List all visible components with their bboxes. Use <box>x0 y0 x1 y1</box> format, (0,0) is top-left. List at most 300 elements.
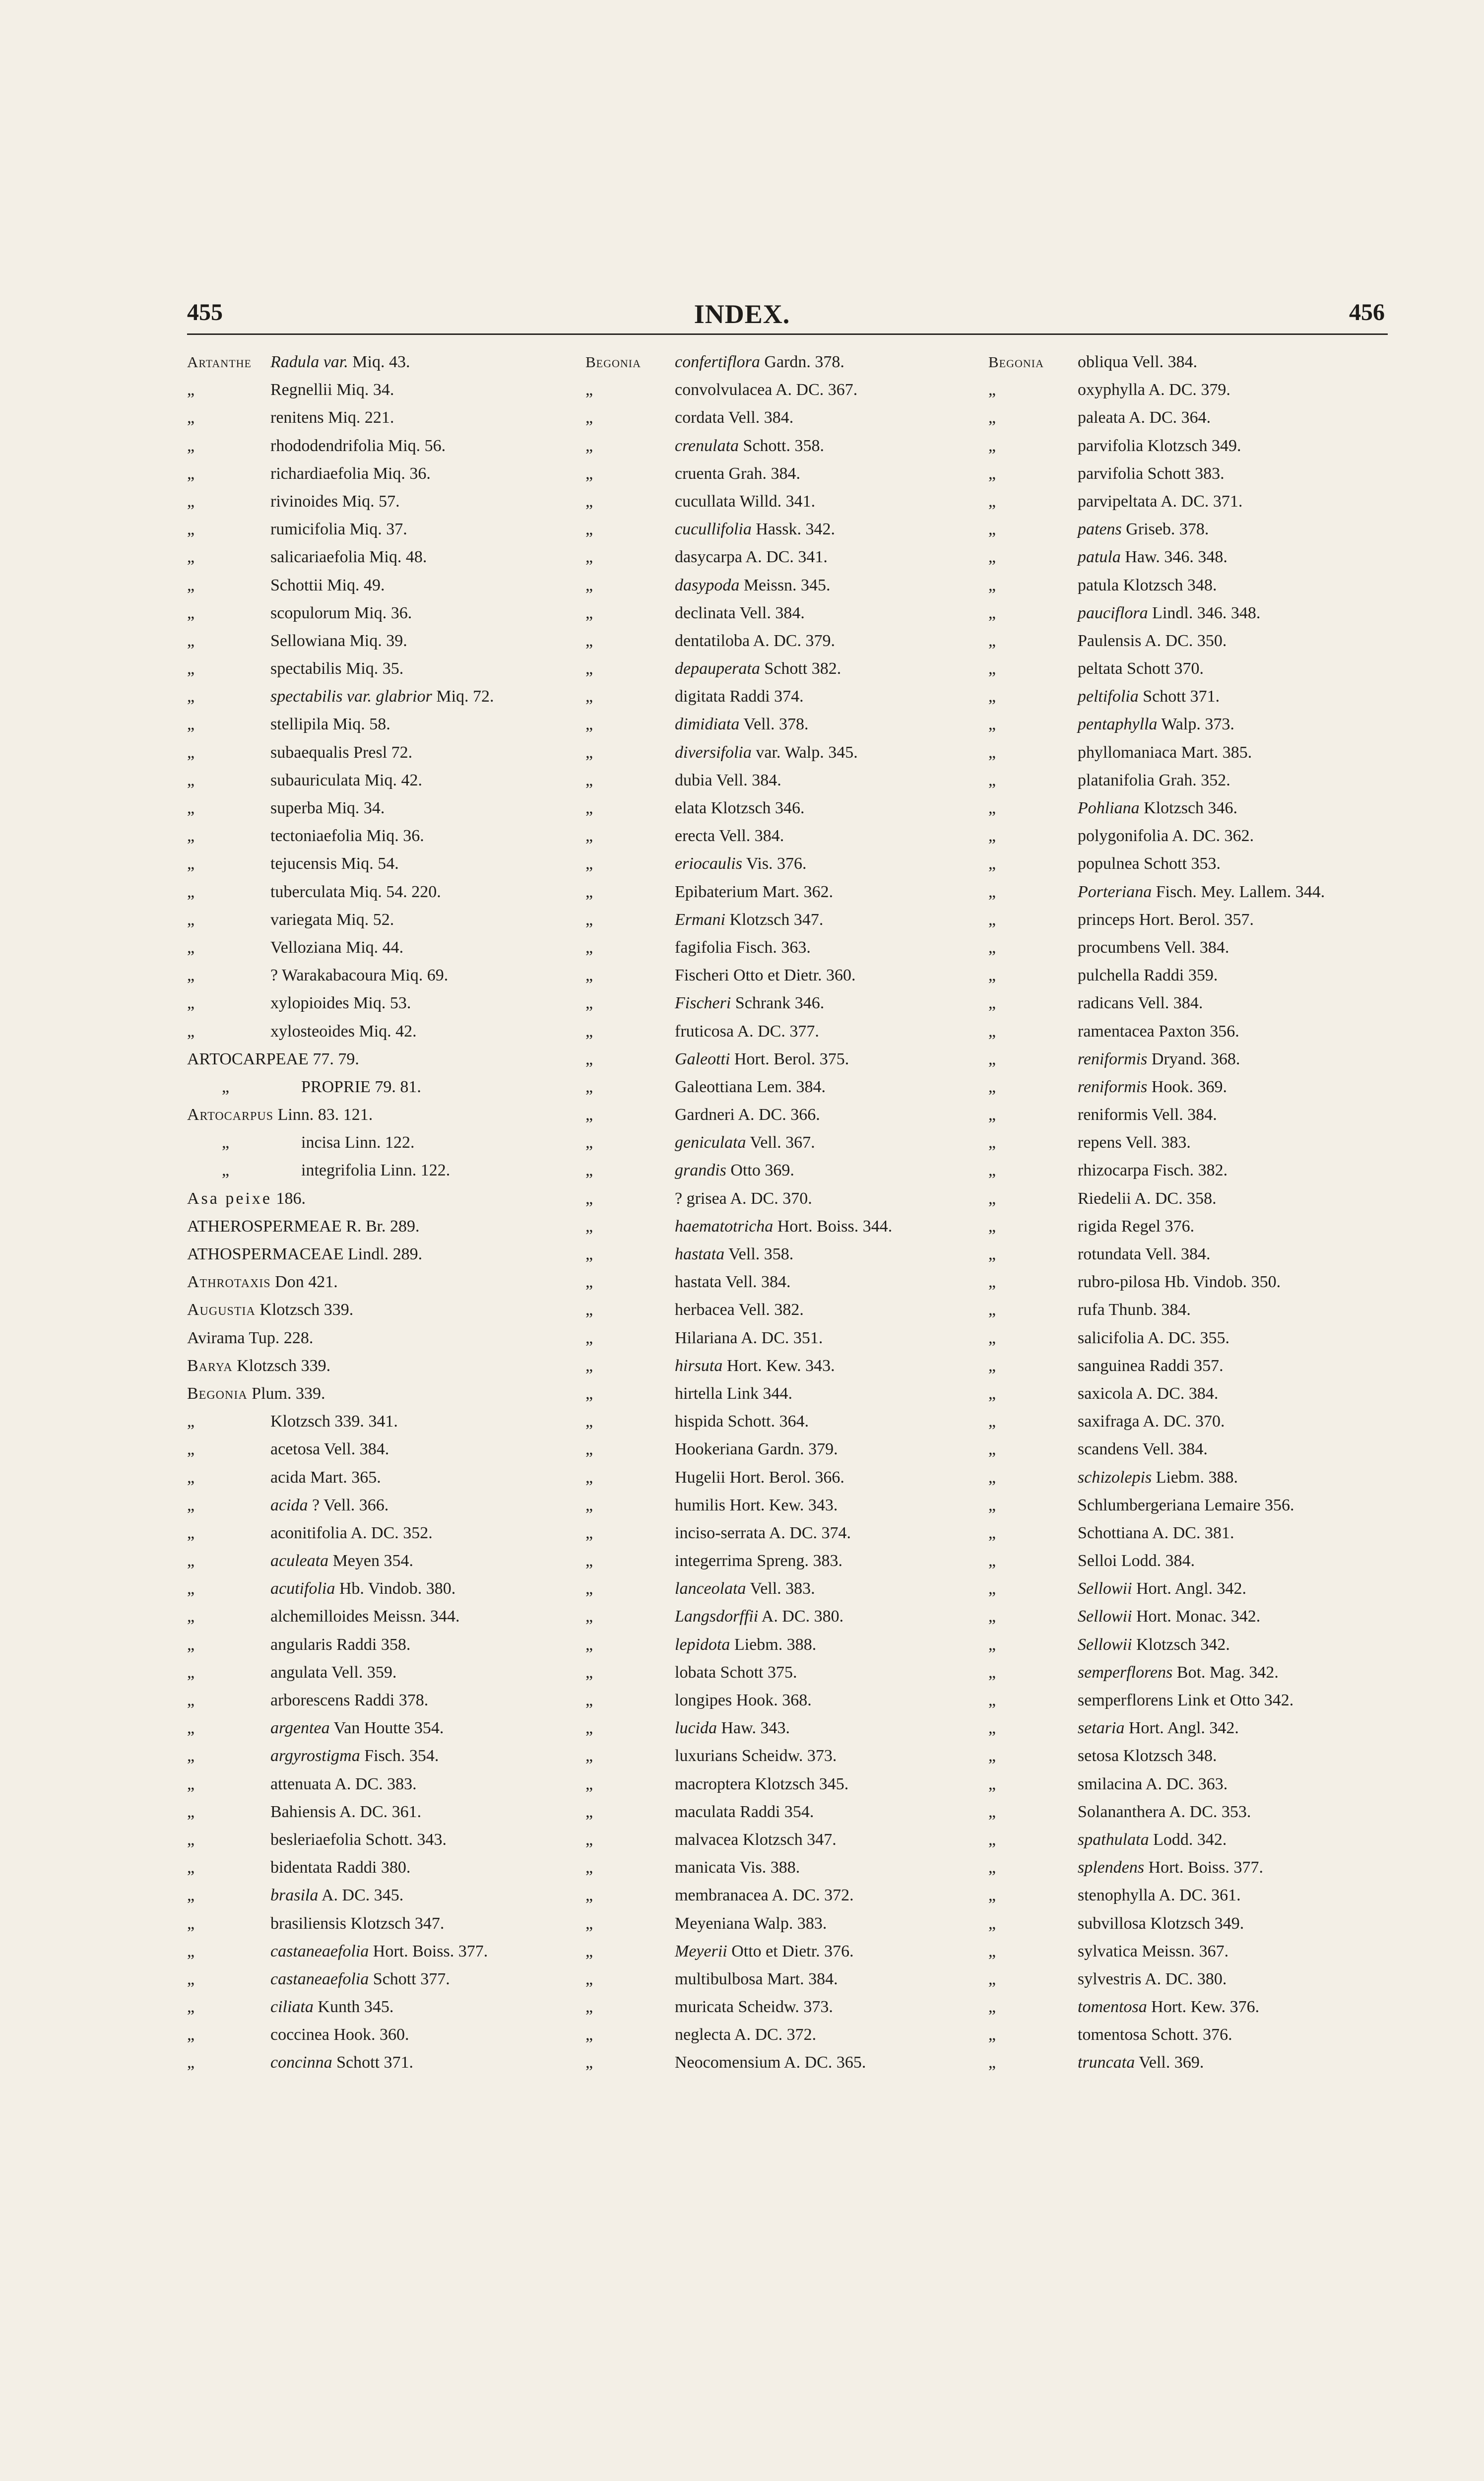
index-entry <box>988 1296 1435 1324</box>
entry-citation: Mart. 385. <box>1177 743 1252 762</box>
entry-genus-lead: „ <box>585 576 593 594</box>
index-entry <box>988 1129 1435 1157</box>
entry-genus-lead: „ <box>585 1942 593 1960</box>
entry-citation: Schott. 358. <box>739 436 824 455</box>
index-entry <box>988 850 1435 878</box>
entry-citation: Klotzsch 347. <box>738 1830 837 1849</box>
entry-name: elata <box>675 799 707 817</box>
entry-genus-lead: „ <box>988 1774 996 1793</box>
entry-name: Selloi <box>1078 1552 1117 1570</box>
entry-name: tomentosa <box>1078 1998 1147 2017</box>
entry-name: reniformis <box>1078 1077 1148 1096</box>
entry-citation: A. DC. 384. <box>1133 1384 1219 1403</box>
entry-citation: Miq. 36. <box>362 827 424 846</box>
entry-name: hastata <box>675 1245 725 1263</box>
index-entry <box>988 794 1435 822</box>
entry-citation: Hb. Vindob. 380. <box>335 1579 456 1598</box>
index-entry <box>187 1965 599 1993</box>
entry-name: radicans <box>1078 994 1134 1013</box>
entry-genus-lead: „ <box>585 994 593 1013</box>
entry-citation: Hort. Berol. 375. <box>730 1049 849 1068</box>
entry-name: Meyerii <box>675 1942 727 1960</box>
entry-genus-lead: „ <box>988 1830 996 1849</box>
entry-genus-lead: „ <box>585 1301 593 1319</box>
index-entry <box>585 376 982 404</box>
entry-genus-lead: „ <box>988 1301 996 1319</box>
entry-genus-lead: „ <box>988 436 996 455</box>
entry-genus-lead: „ <box>988 464 996 483</box>
entry-name: alchemilloides <box>270 1607 369 1626</box>
index-entry <box>988 1714 1435 1742</box>
entry-citation: ? Vell. 366. <box>308 1496 389 1514</box>
entry-name: acida <box>270 1496 308 1514</box>
index-entry <box>988 488 1435 516</box>
entry-name: Sellowii <box>1078 1635 1132 1654</box>
entry-genus-lead: „ <box>585 854 593 873</box>
entry-genus-lead: „ <box>585 381 593 399</box>
entry-name: reniformis <box>1078 1106 1148 1124</box>
entry-genus-lead: „ <box>988 1356 996 1375</box>
entry-genus-lead: „ <box>187 1969 195 1988</box>
entry-name: obliqua <box>1078 353 1128 371</box>
entry-citation: Schott 375. <box>716 1663 797 1682</box>
entry-genus-lead: „ <box>988 687 996 706</box>
entry-name: diversifolia <box>675 743 752 762</box>
entry-citation: Schott 353. <box>1139 854 1221 873</box>
entry-genus-lead: „ <box>988 799 996 817</box>
entry-name: Bahiensis <box>270 1802 336 1821</box>
entry-citation: Vell. 384. <box>1134 994 1203 1013</box>
entry-genus-lead: „ <box>187 1663 195 1682</box>
entry-name: hirtella <box>675 1384 723 1403</box>
entry-name: lanceolata <box>675 1579 746 1598</box>
entry-citation: Otto et Dietr. 376. <box>727 1942 854 1960</box>
index-entry <box>187 1129 599 1157</box>
index-entry <box>187 516 599 543</box>
entry-genus-lead: „ <box>988 1663 996 1682</box>
index-entry <box>585 599 982 627</box>
index-entry <box>988 711 1435 738</box>
index-entry <box>187 1938 599 1965</box>
index-entry <box>585 934 982 962</box>
index-entry <box>585 1770 982 1798</box>
index-entry <box>585 878 982 906</box>
entry-name: populnea <box>1078 854 1140 873</box>
entry-name: Athrotaxis <box>187 1273 271 1292</box>
entry-genus-lead: „ <box>988 1969 996 1988</box>
entry-citation: Miq. 42. <box>360 771 422 789</box>
index-entry <box>585 2021 982 2049</box>
entry-citation: Schott 377. <box>369 1969 450 1988</box>
entry-citation: Raddi 359. <box>1139 966 1218 985</box>
entry-citation: Vell. 384. <box>715 827 784 846</box>
entry-name: xylosteoides <box>270 1022 355 1041</box>
index-entry <box>988 1687 1435 1714</box>
entry-genus-lead: „ <box>187 1886 195 1905</box>
entry-citation: Lodd. 384. <box>1117 1552 1195 1570</box>
entry-name: Klotzsch <box>270 1412 330 1431</box>
entry-citation: Paxton 356. <box>1154 1022 1239 1041</box>
index-entry <box>585 572 982 599</box>
entry-name: cruenta <box>675 464 725 483</box>
entry-genus-lead: „ <box>187 827 195 846</box>
entry-genus-lead: „ <box>187 1691 195 1709</box>
page-number-right: 456 <box>1349 299 1385 326</box>
entry-citation: A. DC. 361. <box>1155 1886 1241 1905</box>
index-entry <box>585 906 982 934</box>
entry-genus-lead: „ <box>187 659 195 678</box>
entry-genus-lead: „ <box>585 1384 593 1403</box>
entry-name: cucullifolia <box>675 520 752 539</box>
index-entry <box>988 1185 1435 1213</box>
entry-name: semperflorens <box>1078 1663 1173 1682</box>
index-entry <box>187 962 599 989</box>
entry-citation: Liebm. 388. <box>730 1635 817 1654</box>
entry-citation: Vell. 384. <box>1160 938 1229 957</box>
entry-name: parvipeltata <box>1078 492 1158 511</box>
index-entry <box>585 683 982 711</box>
entry-citation: Walp. 373. <box>1157 715 1234 734</box>
index-entry <box>585 348 982 376</box>
entry-citation: Scheidw. 373. <box>737 1747 837 1765</box>
index-entry <box>585 822 982 850</box>
entry-citation: A. DC. 366. <box>734 1106 820 1124</box>
entry-name: ciliata <box>270 1998 314 2017</box>
entry-name: platanifolia <box>1078 771 1155 789</box>
entry-name: Solananthera <box>1078 1802 1166 1821</box>
entry-genus-lead: „ <box>585 966 593 985</box>
entry-name: luxurians <box>675 1747 738 1765</box>
index-entry <box>585 1185 982 1213</box>
entry-citation: A. DC. 363. <box>1142 1774 1228 1793</box>
entry-citation: Mart. 365. <box>306 1468 381 1487</box>
index-entry <box>988 2021 1435 2049</box>
entry-name: dentatiloba <box>675 631 750 650</box>
entry-genus-lead: „ <box>585 1106 593 1124</box>
index-entry <box>585 1380 982 1408</box>
entry-genus-lead: „ <box>585 1774 593 1793</box>
entry-name: parvifolia <box>1078 436 1144 455</box>
entry-citation: Miq. 53. <box>349 994 411 1013</box>
entry-genus-lead: „ <box>988 1635 996 1654</box>
entry-citation: Grah. 384. <box>724 464 801 483</box>
index-entry <box>187 1882 599 1909</box>
index-entry <box>187 739 599 767</box>
entry-name: smilacina <box>1078 1774 1143 1793</box>
index-entry <box>187 348 599 376</box>
index-entry <box>585 655 982 683</box>
entry-citation: Miq. 57. <box>337 492 400 511</box>
entry-name: oxyphylla <box>1078 381 1145 399</box>
entry-genus-lead: „ <box>585 1607 593 1626</box>
entry-genus-lead: „ <box>988 1496 996 1514</box>
entry-citation: 79. 81. <box>370 1077 421 1096</box>
entry-name: parvifolia <box>1078 464 1144 483</box>
entry-genus-lead: „ <box>187 910 195 929</box>
entry-citation: A. DC. 379. <box>1145 381 1230 399</box>
entry-citation: A. DC. 365. <box>780 2053 866 2072</box>
index-entry <box>187 543 599 571</box>
entry-citation: Vell. 384. <box>724 408 794 427</box>
entry-citation: A. DC. 350. <box>1141 631 1227 650</box>
entry-citation: Miq. 34. <box>323 799 385 817</box>
index-entry <box>585 1352 982 1380</box>
entry-name: Langsdorffii <box>675 1607 759 1626</box>
entry-name: bidentata <box>270 1858 332 1877</box>
entry-name: patens <box>1078 520 1122 539</box>
entry-genus-lead: „ <box>988 1579 996 1598</box>
index-entry <box>187 1659 599 1687</box>
index-entry <box>187 1352 599 1380</box>
entry-name: setosa <box>1078 1747 1119 1765</box>
index-entry <box>187 934 599 962</box>
index-entry <box>187 1492 599 1519</box>
entry-name: arborescens <box>270 1691 350 1709</box>
index-entry <box>187 1240 599 1268</box>
index-entry <box>187 376 599 404</box>
entry-citation: Linn. 122. <box>376 1161 451 1180</box>
index-entry <box>585 1742 982 1770</box>
entry-citation: Miq. 72. <box>432 687 494 706</box>
entry-citation: Mart. 362. <box>758 882 834 901</box>
entry-name: rufa <box>1078 1301 1105 1319</box>
index-entry <box>988 1631 1435 1659</box>
entry-name: cordata <box>675 408 725 427</box>
entry-citation: Miq. 49. <box>323 576 385 594</box>
entry-genus-lead: „ <box>187 1802 195 1821</box>
entry-name: maculata <box>675 1802 736 1821</box>
entry-name: rhododendrifolia <box>270 436 384 455</box>
index-entry <box>187 1268 599 1296</box>
entry-citation: Vell. 384. <box>721 1273 791 1292</box>
entry-genus-lead: „ <box>585 1747 593 1765</box>
entry-genus-lead: „ <box>988 1747 996 1765</box>
index-entry <box>988 376 1435 404</box>
entry-name: rumicifolia <box>270 520 346 539</box>
entry-genus-lead: „ <box>187 1747 195 1765</box>
entry-citation: A. DC. 374. <box>766 1523 851 1542</box>
index-entry <box>988 906 1435 934</box>
index-entry <box>585 1268 982 1296</box>
index-entry <box>585 1687 982 1714</box>
index-entry <box>988 1770 1435 1798</box>
entry-name: hispida <box>675 1412 724 1431</box>
entry-citation: Lodd. 342. <box>1149 1830 1227 1849</box>
entry-citation: Miq. 36. <box>369 464 431 483</box>
index-entry <box>187 432 599 460</box>
entry-citation: Hort. Berol. 357. <box>1135 910 1254 929</box>
entry-genus-lead: „ <box>187 408 195 427</box>
entry-name: ARTOCARPEAE <box>187 1049 309 1068</box>
entry-genus-lead: „ <box>988 1523 996 1542</box>
entry-genus-lead: „ <box>988 966 996 985</box>
index-column-3 <box>988 348 1435 2077</box>
entry-citation: Klotzsch 347. <box>346 1914 445 1933</box>
entry-name: attenuata <box>270 1774 331 1793</box>
index-entry <box>988 1268 1435 1296</box>
index-entry <box>187 822 599 850</box>
entry-citation: Fisch. 354. <box>360 1747 439 1765</box>
index-entry <box>187 1408 599 1436</box>
entry-name: Galeotti <box>675 1049 730 1068</box>
entry-citation: Klotzsch 339. <box>255 1301 354 1319</box>
entry-name: multibulbosa <box>675 1969 763 1988</box>
entry-name: integerrima <box>675 1552 753 1570</box>
entry-citation: Schott 382. <box>760 659 841 678</box>
entry-name: Fischeri <box>675 994 731 1013</box>
entry-genus-lead: „ <box>187 1523 195 1542</box>
entry-name: declinata <box>675 603 736 622</box>
entry-citation: A. DC. 341. <box>742 548 828 567</box>
index-entry <box>988 1659 1435 1687</box>
entry-citation: Klotzsch 342. <box>1132 1635 1230 1654</box>
entry-genus-lead: „ <box>187 464 195 483</box>
entry-genus-lead: „ <box>187 1774 195 1793</box>
entry-citation: Hort. Kew. 343. <box>725 1496 838 1514</box>
index-entry <box>585 1101 982 1129</box>
entry-name: Barya <box>187 1356 233 1375</box>
entry-genus-lead: „ <box>585 548 593 567</box>
entry-name: scandens <box>1078 1440 1139 1459</box>
entry-name: Epibaterium <box>675 882 759 901</box>
entry-genus-lead: „ <box>585 771 593 789</box>
entry-citation: Otto 369. <box>726 1161 794 1180</box>
entry-citation: Miq. 44. <box>341 938 404 957</box>
entry-citation: Schott. 364. <box>723 1412 809 1431</box>
entry-name: eriocaulis <box>675 854 742 873</box>
entry-genus-lead: „ <box>988 882 996 901</box>
entry-genus-lead: „ <box>187 882 195 901</box>
index-entry <box>988 1101 1435 1129</box>
index-entry <box>988 1380 1435 1408</box>
index-entry <box>988 348 1435 376</box>
entry-name: angularis <box>270 1635 332 1654</box>
entry-genus-lead: „ <box>585 1496 593 1514</box>
entry-genus-lead: „ <box>585 1077 593 1096</box>
index-entry <box>187 906 599 934</box>
entry-citation: A. DC. 381. <box>1149 1523 1234 1542</box>
entry-genus-lead: „ <box>187 1830 195 1849</box>
entry-name: tejucensis <box>270 854 337 873</box>
entry-name: ATHOSPERMACEAE <box>187 1245 344 1263</box>
index-entry <box>988 460 1435 488</box>
entry-citation: Spreng. 383. <box>752 1552 843 1570</box>
entry-citation: Grah. 352. <box>1154 771 1230 789</box>
index-entry <box>988 1324 1435 1352</box>
entry-citation: A. DC. 353. <box>1165 1802 1251 1821</box>
index-entry <box>187 989 599 1017</box>
index-entry <box>988 516 1435 543</box>
entry-name: schizolepis <box>1078 1468 1152 1487</box>
entry-genus-lead: Artanthe <box>187 353 252 371</box>
entry-name: concinna <box>270 2053 332 2072</box>
entry-name: reniformis <box>1078 1049 1148 1068</box>
entry-citation: Vell. 369. <box>1135 2053 1204 2072</box>
entry-genus-lead: „ <box>585 492 593 511</box>
index-entry <box>988 1547 1435 1575</box>
entry-genus-lead: „ <box>187 1440 195 1459</box>
entry-name: semperflorens <box>1078 1691 1173 1709</box>
index-entry <box>988 989 1435 1017</box>
entry-citation: Hort. Boiss. 377. <box>369 1942 488 1960</box>
entry-genus-lead: „ <box>988 1161 996 1180</box>
entry-name: phyllomaniaca <box>1078 743 1177 762</box>
index-entry <box>585 739 982 767</box>
index-entry <box>988 767 1435 794</box>
index-entry <box>187 1101 599 1129</box>
index-entry <box>187 460 599 488</box>
entry-genus-lead: „ <box>585 659 593 678</box>
index-entry <box>585 1045 982 1073</box>
entry-citation: A. DC. 372. <box>731 2025 817 2044</box>
index-entry <box>187 683 599 711</box>
entry-genus-lead: „ <box>187 966 195 985</box>
entry-citation: Bot. Mag. 342. <box>1172 1663 1279 1682</box>
index-entry <box>585 1240 982 1268</box>
entry-citation: Raddi 378. <box>350 1691 429 1709</box>
entry-genus-lead: „ <box>585 1719 593 1738</box>
entry-name: integrifolia <box>301 1161 377 1180</box>
index-entry <box>988 1882 1435 1909</box>
entry-name: peltata <box>1078 659 1123 678</box>
entry-genus-lead: „ <box>187 2053 195 2072</box>
entry-genus-lead: „ <box>988 1412 996 1431</box>
entry-citation: Fisch. 363. <box>732 938 811 957</box>
entry-name: besleriaefolia <box>270 1830 362 1849</box>
index-entry <box>187 1993 599 2021</box>
entry-genus-lead: „ <box>585 715 593 734</box>
entry-genus-lead: „ <box>988 1245 996 1263</box>
index-entry <box>988 962 1435 989</box>
entry-name: repens <box>1078 1133 1122 1152</box>
index-entry <box>187 1631 599 1659</box>
entry-name: patula <box>1078 576 1119 594</box>
entry-genus-lead: „ <box>585 799 593 817</box>
index-entry <box>187 1687 599 1714</box>
entry-citation: Klotzsch 339. <box>232 1356 331 1375</box>
index-entry <box>187 404 599 432</box>
index-entry <box>988 1436 1435 1463</box>
entry-citation: A. DC. 383. <box>331 1774 417 1793</box>
entry-genus-lead: „ <box>187 771 195 789</box>
entry-name: Begonia <box>187 1384 248 1403</box>
entry-name: cucullata <box>675 492 736 511</box>
entry-genus-lead: „ <box>988 854 996 873</box>
entry-citation: A. DC. 364. <box>1125 408 1211 427</box>
entry-name: sylvatica <box>1078 1942 1138 1960</box>
entry-genus-lead: „ <box>585 2053 593 2072</box>
entry-citation: Klotzsch 348. <box>1119 576 1217 594</box>
index-entry <box>187 1742 599 1770</box>
entry-genus-lead: „ <box>187 603 195 622</box>
entry-name: saxicola <box>1078 1384 1133 1403</box>
entry-genus-lead: „ <box>585 1356 593 1375</box>
index-entry <box>585 1018 982 1045</box>
entry-citation: Hb. Vindob. 350. <box>1160 1273 1281 1292</box>
entry-citation: Schrank 346. <box>731 994 825 1013</box>
entry-citation: Presl 72. <box>349 743 413 762</box>
entry-citation: Walp. 383. <box>750 1914 827 1933</box>
entry-genus-lead: „ <box>187 743 195 762</box>
index-entry <box>585 1575 982 1603</box>
entry-genus-lead: „ <box>988 603 996 622</box>
page-number-left: 455 <box>187 299 223 326</box>
entry-citation: Miq. 37. <box>345 520 407 539</box>
entry-citation: Vell. 382. <box>734 1301 804 1319</box>
entry-genus-lead: Begonia <box>585 353 641 371</box>
entry-citation: Gardn. 378. <box>760 353 844 371</box>
entry-genus-lead: „ <box>988 576 996 594</box>
